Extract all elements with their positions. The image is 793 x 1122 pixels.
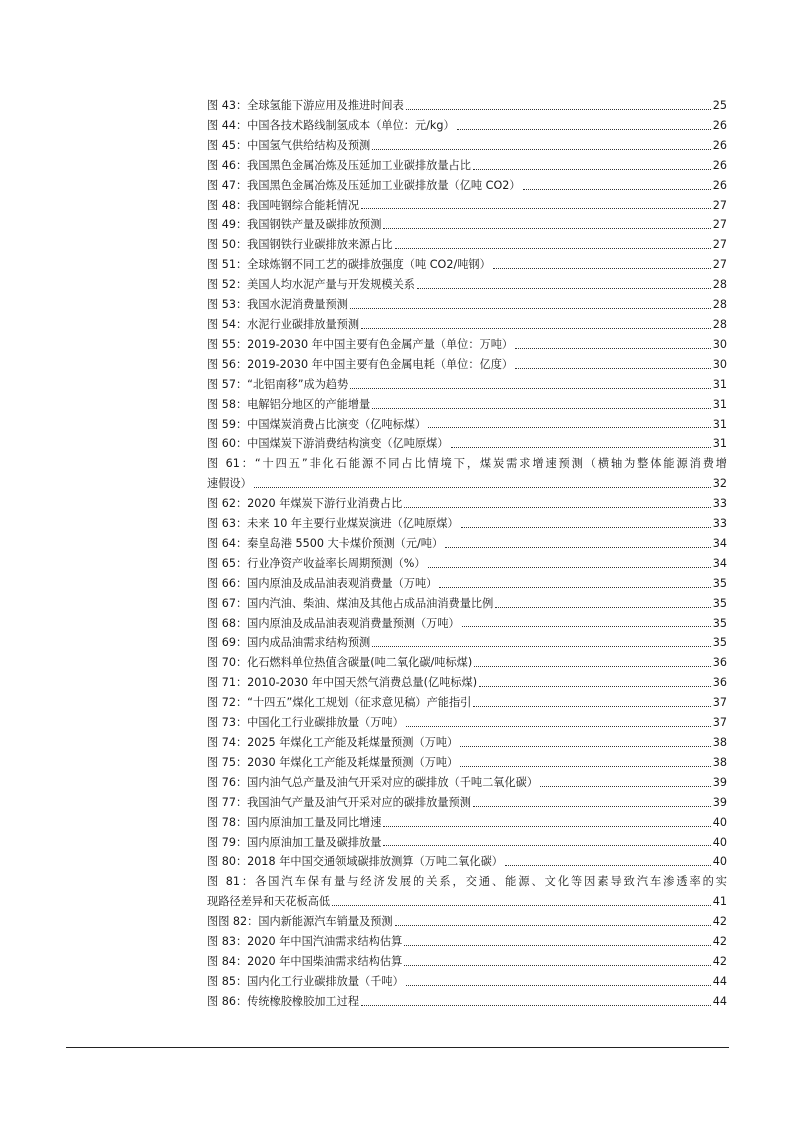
dot-leader bbox=[383, 228, 710, 229]
toc-entry-page: 31 bbox=[712, 377, 727, 391]
toc-entry[interactable] bbox=[207, 932, 727, 952]
toc-entry-page: 31 bbox=[712, 397, 727, 411]
toc-entry[interactable] bbox=[207, 574, 727, 594]
dot-leader bbox=[404, 965, 710, 966]
dot-leader bbox=[474, 666, 711, 667]
dot-leader bbox=[383, 826, 710, 827]
dot-leader bbox=[361, 1005, 711, 1006]
dot-leader bbox=[515, 348, 711, 349]
dot-leader bbox=[515, 368, 711, 369]
toc-entry-title: 图 78：国内原油加工量及同比增速 bbox=[207, 815, 382, 829]
toc-entry-title: 图 80：2018 年中国交通领域碳排放测算（万吨二氧化碳） bbox=[207, 855, 503, 869]
toc-entry-title: 图 62：2020 年煤炭下游行业消费占比 bbox=[207, 497, 403, 511]
toc-entry[interactable] bbox=[207, 614, 727, 634]
dot-leader bbox=[404, 507, 710, 508]
toc-entry-title: 图 64：秦皇岛港 5500 大卡煤价预测（元/吨） bbox=[207, 536, 444, 550]
toc-entry[interactable] bbox=[207, 315, 727, 335]
toc-entry[interactable] bbox=[207, 335, 727, 355]
toc-entry[interactable] bbox=[207, 594, 727, 614]
toc-entry[interactable] bbox=[207, 733, 727, 753]
dot-leader bbox=[445, 547, 711, 548]
toc-entry-page: 35 bbox=[712, 636, 727, 650]
toc-entry-page: 44 bbox=[712, 974, 727, 988]
dot-leader bbox=[372, 646, 711, 647]
toc-entry-title: 图 57：“北铝南移”成为趋势 bbox=[207, 377, 349, 391]
toc-entry-title: 图 67：国内汽油、柴油、煤油及其他占成品油消费量比例 bbox=[207, 596, 494, 610]
toc-entry-title: 图 70：化石燃料单位热值含碳量(吨二氧化碳/吨标煤) bbox=[207, 656, 473, 670]
toc-entry-title: 图 47：我国黑色金属冶炼及压延加工业碳排放量（亿吨 CO2） bbox=[207, 178, 521, 192]
toc-entry-page: 44 bbox=[712, 994, 727, 1008]
toc-entry-page: 42 bbox=[712, 954, 727, 968]
toc-entry[interactable] bbox=[207, 355, 727, 375]
dot-leader bbox=[493, 268, 711, 269]
toc-entry-title: 图 85：国内化工行业碳排放量（千吨） bbox=[207, 974, 404, 988]
dot-leader bbox=[460, 746, 711, 747]
toc-entry-page: 40 bbox=[712, 835, 727, 849]
toc-entry-page: 26 bbox=[712, 138, 727, 152]
dot-leader bbox=[540, 786, 711, 787]
toc-entry-title: 图 60：中国煤炭下游消费结构演变（亿吨原煤） bbox=[207, 437, 449, 451]
toc-entry-page: 28 bbox=[712, 317, 727, 331]
toc-entry-page: 28 bbox=[712, 278, 727, 292]
dot-leader bbox=[473, 706, 710, 707]
toc-entry[interactable] bbox=[207, 813, 727, 833]
toc-entry[interactable] bbox=[207, 136, 727, 156]
dot-leader bbox=[451, 447, 711, 448]
toc-entry[interactable] bbox=[207, 116, 727, 136]
toc-entry-page: 30 bbox=[712, 357, 727, 371]
toc-entry-title: 图图 82：国内新能源汽车销量及预测 bbox=[207, 915, 393, 929]
dot-leader bbox=[505, 865, 711, 866]
toc-entry-page: 40 bbox=[712, 855, 727, 869]
toc-entry-page: 26 bbox=[712, 178, 727, 192]
toc-entry-page: 28 bbox=[712, 298, 727, 312]
toc-entry-title: 图 56：2019-2030 年中国主要有色金属电耗（单位：亿度） bbox=[207, 357, 514, 371]
toc-entry-title: 图 76：国内油气总产量及油气开采对应的碳排放（千吨二氧化碳） bbox=[207, 775, 539, 789]
dot-leader bbox=[523, 189, 711, 190]
toc-entry-title: 图 79：国内原油加工量及碳排放量 bbox=[207, 835, 382, 849]
toc-entry[interactable] bbox=[207, 773, 727, 793]
dot-leader bbox=[395, 248, 711, 249]
toc-entry-page: 31 bbox=[712, 417, 727, 431]
toc-entry[interactable] bbox=[207, 633, 727, 653]
toc-entry-title-continued: 现路径差异和天花板高低 bbox=[207, 895, 331, 909]
toc-entry-title: 图 65：行业净资产收益率长周期预测（%） bbox=[207, 556, 426, 570]
dot-leader bbox=[406, 726, 711, 727]
toc-entry[interactable] bbox=[207, 375, 727, 395]
toc-entry-page: 27 bbox=[712, 258, 727, 272]
dot-leader bbox=[383, 845, 710, 846]
toc-entry-page: 35 bbox=[712, 576, 727, 590]
dot-leader bbox=[473, 169, 711, 170]
dot-leader bbox=[417, 288, 711, 289]
toc-entry[interactable] bbox=[207, 235, 727, 255]
toc-entry-title: 图 81：各国汽车保有量与经济发展的关系，交通、能源、文化等因素导致汽车渗透率的实 bbox=[207, 875, 727, 889]
toc-entry-title: 图 84：2020 年中国柴油需求结构估算 bbox=[207, 954, 403, 968]
toc-entry-title: 图 45：中国氢气供给结构及预测 bbox=[207, 138, 371, 152]
toc-entry-page: 33 bbox=[712, 497, 727, 511]
toc-entry-title: 图 68：国内原油及成品油表观消费量预测（万吨） bbox=[207, 616, 460, 630]
toc-entry[interactable] bbox=[207, 872, 727, 912]
toc-entry-page: 39 bbox=[712, 795, 727, 809]
toc-entry-title: 图 58：电解铝分地区的产能增量 bbox=[207, 397, 371, 411]
toc-entry-title: 图 63：未来 10 年主要行业煤炭演进（亿吨原煤） bbox=[207, 517, 459, 531]
dot-leader bbox=[254, 487, 711, 488]
toc-entry-title: 图 51：全球炼钢不同工艺的碳排放强度（吨 CO2/吨钢） bbox=[207, 258, 491, 272]
toc-entry[interactable] bbox=[207, 275, 727, 295]
dot-leader bbox=[439, 587, 710, 588]
toc-entry-page: 42 bbox=[712, 915, 727, 929]
toc-entry-page: 36 bbox=[712, 676, 727, 690]
toc-entry-title: 图 44：中国各技术路线制氢成本（单位：元/kg） bbox=[207, 118, 455, 132]
dot-leader bbox=[406, 985, 711, 986]
dot-leader bbox=[479, 686, 711, 687]
dot-leader bbox=[473, 806, 711, 807]
toc-entry[interactable] bbox=[207, 156, 727, 176]
toc-entry[interactable] bbox=[207, 653, 727, 673]
toc-entry[interactable] bbox=[207, 713, 727, 733]
toc-entry-title: 图 61：“十四五”非化石能源不同占比情境下，煤炭需求增速预测（横轴为整体能源消费增 bbox=[207, 457, 727, 471]
toc-entry-page: 35 bbox=[712, 596, 727, 610]
dot-leader bbox=[462, 626, 711, 627]
toc-entry-page: 33 bbox=[712, 517, 727, 531]
dot-leader bbox=[350, 308, 711, 309]
dot-leader bbox=[350, 388, 710, 389]
toc-entry-title: 图 53：我国水泥消费量预测 bbox=[207, 298, 348, 312]
toc-entry-page: 26 bbox=[712, 158, 727, 172]
toc-entry[interactable] bbox=[207, 912, 727, 932]
toc-entry[interactable] bbox=[207, 196, 727, 216]
toc-entry[interactable] bbox=[207, 415, 727, 435]
toc-entry[interactable] bbox=[207, 454, 727, 494]
toc-entry-title: 图 46：我国黑色金属冶炼及压延加工业碳排放量占比 bbox=[207, 158, 471, 172]
toc-entry[interactable] bbox=[207, 494, 727, 514]
toc-entry[interactable] bbox=[207, 395, 727, 415]
toc-entry-page: 27 bbox=[712, 238, 727, 252]
dot-leader bbox=[461, 527, 711, 528]
toc-entry-page: 31 bbox=[712, 437, 727, 451]
toc-entry[interactable] bbox=[207, 793, 727, 813]
toc-entry-page: 34 bbox=[712, 556, 727, 570]
toc-entry[interactable] bbox=[207, 972, 727, 992]
toc-entry[interactable] bbox=[207, 255, 727, 275]
dot-leader bbox=[404, 945, 710, 946]
dot-leader bbox=[372, 408, 711, 409]
toc-entry-page: 40 bbox=[712, 815, 727, 829]
dot-leader bbox=[495, 607, 710, 608]
toc-entry[interactable] bbox=[207, 852, 727, 872]
toc-entry[interactable] bbox=[207, 673, 727, 693]
toc-entry[interactable] bbox=[207, 514, 727, 534]
toc-entry[interactable] bbox=[207, 176, 727, 196]
toc-entry[interactable] bbox=[207, 215, 727, 235]
toc-entry-title: 图 48：我国吨钢综合能耗情况 bbox=[207, 198, 360, 212]
toc-entry[interactable] bbox=[207, 534, 727, 554]
toc-entry-page: 27 bbox=[712, 218, 727, 232]
toc-entry-page: 30 bbox=[712, 337, 727, 351]
toc-entry[interactable] bbox=[207, 952, 727, 972]
dot-leader bbox=[428, 567, 711, 568]
dot-leader bbox=[361, 208, 711, 209]
toc-entry-title: 图 83：2020 年中国汽油需求结构估算 bbox=[207, 935, 403, 949]
toc-entry[interactable] bbox=[207, 833, 727, 853]
toc-entry-title-continued: 速假设） bbox=[207, 477, 252, 491]
toc-entry-page: 36 bbox=[712, 656, 727, 670]
toc-entry[interactable] bbox=[207, 434, 727, 454]
toc-entry-title: 图 75：2030 年煤化工产能及耗煤量预测（万吨） bbox=[207, 755, 459, 769]
toc-entry-title: 图 74：2025 年煤化工产能及耗煤量预测（万吨） bbox=[207, 736, 459, 749]
toc-entry[interactable] bbox=[207, 693, 727, 713]
toc-entry-page: 37 bbox=[712, 696, 727, 710]
toc-entry-page: 25 bbox=[712, 99, 727, 112]
toc-entry[interactable] bbox=[207, 295, 727, 315]
toc-entry-title: 图 54：水泥行业碳排放量预测 bbox=[207, 317, 360, 331]
toc-entry-page: 35 bbox=[712, 616, 727, 630]
dot-leader bbox=[428, 427, 711, 428]
dot-leader bbox=[361, 328, 711, 329]
toc-entry-page: 34 bbox=[712, 536, 727, 550]
toc-entry-title: 图 43：全球氢能下游应用及推进时间表 bbox=[207, 99, 404, 112]
toc-entry[interactable] bbox=[207, 992, 727, 1012]
toc-entry-title: 图 66：国内原油及成品油表观消费量（万吨） bbox=[207, 576, 438, 590]
toc-entry-title: 图 86：传统橡胶橡胶加工过程 bbox=[207, 994, 360, 1008]
toc-entry[interactable] bbox=[207, 96, 727, 116]
toc-entry-title: 图 55：2019-2030 年中国主要有色金属产量（单位：万吨） bbox=[207, 337, 514, 351]
toc-entry-title: 图 77：我国油气产量及油气开采对应的碳排放量预测 bbox=[207, 795, 471, 809]
toc-entry-page: 39 bbox=[712, 775, 727, 789]
toc-entry-page: 32 bbox=[712, 477, 727, 491]
toc-entry-title: 图 73：中国化工行业碳排放量（万吨） bbox=[207, 716, 404, 730]
toc-entry-title: 图 59：中国煤炭消费占比演变（亿吨标煤） bbox=[207, 417, 427, 431]
toc-entry-page: 37 bbox=[712, 716, 727, 730]
dot-leader bbox=[332, 905, 711, 906]
toc-entry-page: 41 bbox=[712, 895, 727, 909]
toc-entry[interactable] bbox=[207, 753, 727, 773]
dot-leader bbox=[406, 109, 711, 110]
dot-leader bbox=[372, 149, 711, 150]
toc-entry-title: 图 52：美国人均水泥产量与开发规模关系 bbox=[207, 278, 415, 292]
toc-entry-page: 38 bbox=[712, 736, 727, 749]
toc-entry-title: 图 71：2010-2030 年中国天然气消费总量(亿吨标煤) bbox=[207, 676, 478, 690]
toc-entry-title: 图 49：我国钢铁产量及碳排放预测 bbox=[207, 218, 382, 232]
footer-divider bbox=[66, 1047, 729, 1048]
toc-entry-page: 38 bbox=[712, 755, 727, 769]
toc-entry[interactable] bbox=[207, 554, 727, 574]
dot-leader bbox=[457, 129, 711, 130]
toc-entry-page: 27 bbox=[712, 198, 727, 212]
figure-index-list bbox=[207, 96, 727, 1012]
toc-entry-page: 42 bbox=[712, 935, 727, 949]
toc-entry-title: 图 72：“十四五”煤化工规划（征求意见稿）产能指引 bbox=[207, 696, 472, 710]
dot-leader bbox=[395, 925, 711, 926]
toc-entry-title: 图 69：国内成品油需求结构预测 bbox=[207, 636, 371, 650]
toc-entry-title: 图 50：我国钢铁行业碳排放来源占比 bbox=[207, 238, 393, 252]
toc-entry-page: 26 bbox=[712, 118, 727, 132]
dot-leader bbox=[460, 766, 711, 767]
